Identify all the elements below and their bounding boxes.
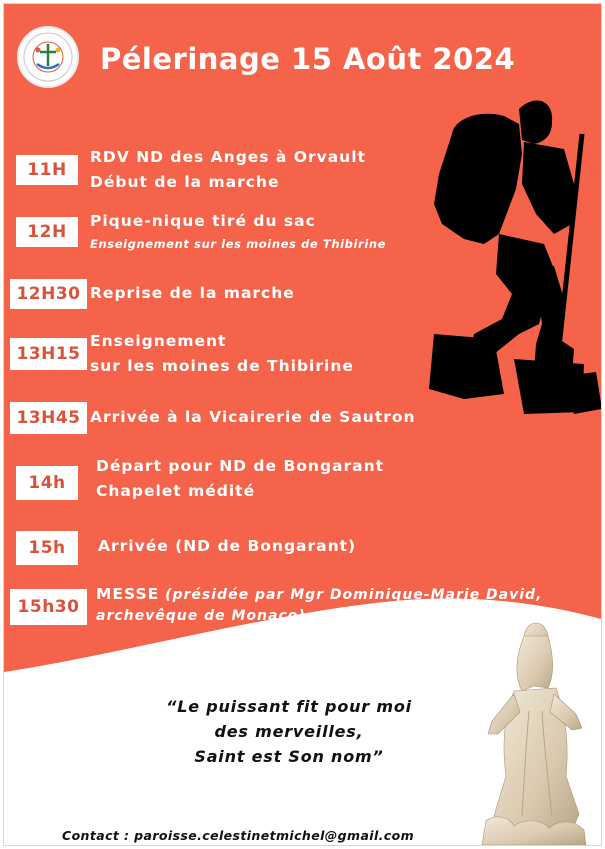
event-subtitle: Chapelet médité	[96, 482, 256, 500]
event-title: Arrivée (ND de Bongarant)	[98, 537, 357, 555]
time-label: 12H30	[10, 279, 87, 309]
event-title: Pique-nique tiré du sac	[90, 212, 316, 230]
poster	[3, 3, 602, 846]
event-title: Départ pour ND de Bongarant	[96, 457, 385, 475]
time-label: 11H	[16, 155, 78, 185]
quote	[124, 694, 454, 769]
event-subtitle: sur les moines de Thibirine	[90, 357, 354, 375]
time-label: 12H	[16, 217, 78, 247]
contact-email[interactable]: Contact : paroisse.celestinetmichel@gmail.com	[62, 828, 415, 843]
time-label: 13H15	[10, 338, 87, 370]
virgin-mary-statue-icon	[474, 616, 592, 845]
quote-line-3: Saint est Son nom”	[194, 747, 384, 766]
quote-line-2: des merveilles,	[214, 722, 364, 741]
time-label: 13H45	[10, 402, 87, 434]
time-label: 15h	[16, 531, 78, 565]
quote-line-1: “Le puissant fit pour moi	[166, 697, 412, 716]
time-label: 14h	[16, 466, 78, 500]
event-subtitle: Enseignement sur les moines de Thibirine	[90, 237, 387, 251]
event-title: Enseignement	[90, 332, 227, 350]
time-label: 15h30	[10, 589, 87, 625]
event-title-main: MESSE	[96, 585, 160, 603]
page-title: Pélerinage 15 Août 2024	[100, 42, 516, 76]
hiker-silhouette-icon	[424, 94, 602, 434]
event-title: Reprise de la marche	[90, 284, 295, 302]
event-subtitle: archevêque de Monaco)	[96, 608, 306, 624]
event-subtitle: Début de la marche	[90, 173, 280, 191]
event-title: RDV ND des Anges à Orvault	[90, 148, 366, 166]
event-title-detail: (présidée par Mgr Dominique-Marie David,	[159, 587, 543, 603]
parish-logo-icon	[17, 26, 79, 88]
event-title: Arrivée à la Vicairerie de Sautron	[90, 408, 416, 426]
